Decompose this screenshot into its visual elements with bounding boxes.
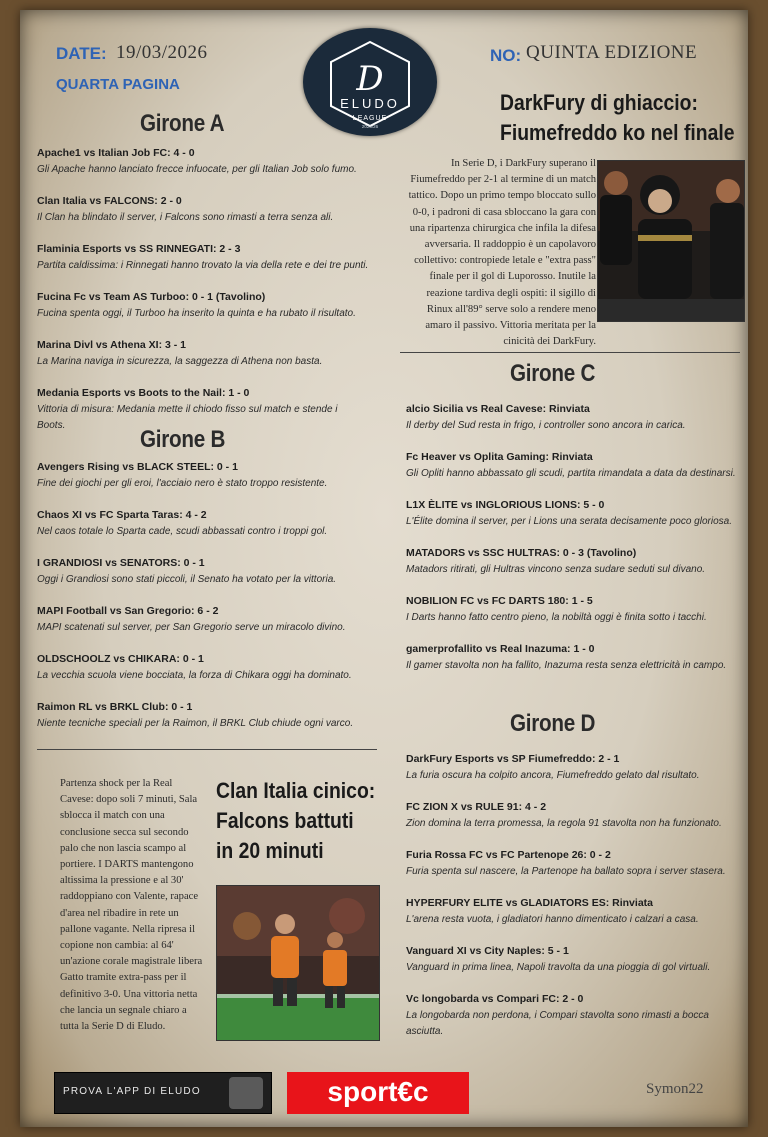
page-label: QUARTA PAGINA xyxy=(56,76,180,93)
match-item: Chaos XI vs FC Sparta Taras: 4 - 2 Nel caos totale lo Sparta cade, scudi abbassati contro i troppi gol. xyxy=(37,509,328,537)
match-item: Marina Divl vs Athena XI: 3 - 1 La Marina naviga in sicurezza, la saggezza di Athena non basta. xyxy=(37,339,323,367)
girone-d-title: Girone D xyxy=(510,710,596,737)
girone-a-title: Girone A xyxy=(140,110,225,137)
match-item: MAPI Football vs San Gregorio: 6 - 2 MAPI scatenati sul server, per San Gregorio serve un miracolo divino. xyxy=(37,605,346,633)
sponsor-text: sport€c xyxy=(327,1076,429,1107)
match-item: Furia Rossa FC vs FC Partenope 26: 0 - 2 Furia spenta sul nascere, la Partenope ha ballato sopra i server stasera. xyxy=(406,849,726,877)
logo-letter: D xyxy=(356,59,384,99)
match-item: MATADORS vs SSC HULTRAS: 0 - 3 (Tavolino) Matadors ritirati, gli Hultras vincono senza sudare seduti sul divano. xyxy=(406,547,706,575)
edition-label: NO: xyxy=(490,46,522,65)
edition-value: QUINTA EDIZIONE xyxy=(526,42,698,63)
match-item: I GRANDIOSI vs SENATORS: 0 - 1 Oggi i Grandiosi sono stati piccoli, il Senato ha votato per la vittoria. xyxy=(37,557,337,585)
story2-headline: Clan Italia cinico: Falcons battuti in 20 minuti xyxy=(216,778,376,863)
match-item: FC ZION X vs RULE 91: 4 - 2 Zion domina la terra promessa, la regola 91 stavolta non ha funzionato. xyxy=(406,801,722,829)
story1-photo xyxy=(597,160,745,322)
girone-c-title: Girone C xyxy=(510,360,596,387)
match-item: L1X ÈLITE vs INGLORIOUS LIONS: 5 - 0 L'Élite domina il server, per i Lions una serata decisamente poco gloriosa. xyxy=(406,499,732,527)
match-item: OLDSCHOOLZ vs CHIKARA: 0 - 1 La vecchia scuola viene bocciata, la forza di Chikara oggi ha dominato. xyxy=(37,653,352,681)
phone-icon xyxy=(229,1077,263,1109)
football-players-image-icon xyxy=(598,161,744,321)
football-players-image-icon xyxy=(217,886,379,1040)
app-banner[interactable] xyxy=(54,1072,272,1114)
story2-photo xyxy=(216,885,380,1041)
match-item: alcio Sicilia vs Real Cavese: Rinviata Il derby del Sud resta in frigo, i controller sono ancora in carica. xyxy=(406,403,686,431)
logo-name: ELUDO xyxy=(340,96,400,111)
logo-season: 2025/26 xyxy=(361,124,379,129)
author-signature: Symon22 xyxy=(646,1081,704,1097)
story2-body: Partenza shock per la Real Cavese: dopo soli 7 minuti, Sala sblocca il match con una conclusione secca sul secondo palo che non lascia scampo al portiere. I DARTS mantengono altissima la pressione e al 30' raddoppiano con Valente, rapace d'area nel ribadire in rete un pallone vagante. Nella ripresa il copione non cambia: al 64' un'azione corale magistrale libera Gatto tramite extra-pass per il definitivo 3-0. Una vittoria netta che lancia un segnale chiaro a tutta la Serie D di Eludo. xyxy=(60,778,203,1033)
divider xyxy=(400,352,740,353)
story1-headline: DarkFury di ghiaccio: Fiumefreddo ko nel finale xyxy=(500,90,735,145)
match-item: Fc Heaver vs Oplita Gaming: Rinviata Gli Opliti hanno abbassato gli scudi, partita rimandata a data da destinarsi. xyxy=(406,451,736,479)
logo-emblem-icon xyxy=(303,28,437,136)
match-item: Apache1 vs Italian Job FC: 4 - 0 Gli Apache hanno lanciato frecce infuocate, per gli Italian Job solo fumo. xyxy=(37,147,357,175)
eludo-league-logo xyxy=(303,28,437,136)
logo-sub: LEAGUE xyxy=(352,115,388,122)
date-label: DATE: xyxy=(56,44,107,63)
match-item: gamerprofallito vs Real Inazuma: 1 - 0 Il gamer stavolta non ha fallito, Inazuma resta senza elettricità in campo. xyxy=(406,643,727,671)
match-item: DarkFury Esports vs SP Fiumefreddo: 2 - 1 La furia oscura ha colpito ancora, Fiumefreddo gelato dal risultato. xyxy=(406,753,700,781)
match-item: Vanguard XI vs City Naples: 5 - 1 Vanguard in prima linea, Napoli travolta da una pioggia di gol virtuali. xyxy=(406,945,711,973)
app-banner-text: PROVA L'APP DI ELUDO xyxy=(63,1086,201,1097)
match-item: HYPERFURY ELITE vs GLADIATORS ES: Rinviata L'arena resta vuota, i gladiatori hanno dimenticato i calzari a casa. xyxy=(406,897,699,925)
divider xyxy=(37,749,377,750)
date-value: 19/03/2026 xyxy=(116,42,208,63)
match-item: Flaminia Esports vs SS RINNEGATI: 2 - 3 Partita caldissima: i Rinnegati hanno trovato la via della rete e dei tre punti. xyxy=(37,243,369,271)
match-item: Vc longobarda vs Compari FC: 2 - 0 La longobarda non perdona, i Compari stavolta sono rimasti a bocca asciutta. xyxy=(406,993,709,1037)
match-item: Raimon RL vs BRKL Club: 0 - 1 Niente tecniche speciali per la Raimon, il BRKL Club chiude ogni varco. xyxy=(37,701,354,729)
match-item: NOBILION FC vs FC DARTS 180: 1 - 5 I Darts hanno fatto centro pieno, la nobiltà oggi è finita sotto i tacchi. xyxy=(406,595,707,623)
sponsor-banner[interactable] xyxy=(287,1072,469,1114)
match-item: Medania Esports vs Boots to the Nail: 1 - 0 Vittoria di misura: Medania mette il chiodo fisso sul match e stende i Boots. xyxy=(37,387,338,431)
match-item: Fucina Fc vs Team AS Turboo: 0 - 1 (Tavolino) Fucina spenta oggi, il Turboo ha inserito la quinta e ha rubato il risultato. xyxy=(37,291,356,319)
match-item: Avengers Rising vs BLACK STEEL: 0 - 1 Fine dei giochi per gli eroi, l'acciaio nero è stato troppo resistente. xyxy=(37,461,328,489)
girone-b-title: Girone B xyxy=(140,426,226,453)
story1-body: In Serie D, i DarkFury superano il Fiumefreddo per 2-1 al termine di un match tattico. Dopo un primo tempo bloccato sullo 0-0, i padroni di casa sbloccano la gara con una ripartenza chirurgica che infila la difesa avversaria. Il raddoppio è un capolavoro collettivo: contropiede letale e "extra pass" finale per il gol di Luporosso. Inutile la reazione tardiva degli ospiti: il sigillo di Rinux all'89° serve solo a rendere meno amaro il passivo. Vittoria meritata per la cinicità dei DarkFury. xyxy=(408,158,596,348)
match-item: Clan Italia vs FALCONS: 2 - 0 Il Clan ha blindato il server, i Falcons sono rimasti a terra senza ali. xyxy=(37,195,334,223)
